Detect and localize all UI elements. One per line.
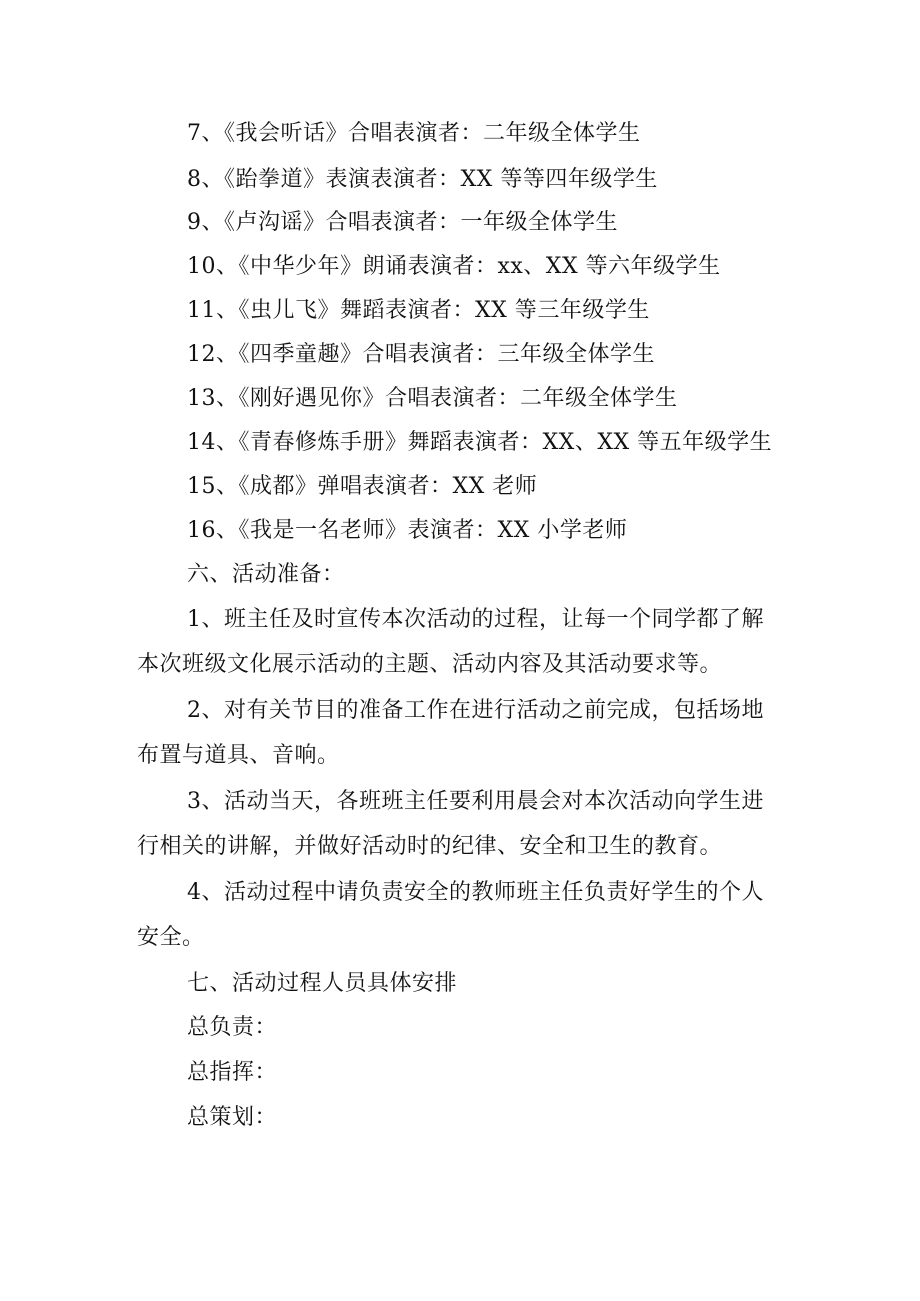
prep-item-4-line-2: 安全。 xyxy=(137,925,205,950)
program-item-8: 8、《跆拳道》表演表演者：XX 等等四年级学生 xyxy=(187,167,658,192)
prep-item-1-line-2: 本次班级文化展示活动的主题、活动内容及其活动要求等。 xyxy=(137,652,723,677)
role-general-director: 总指挥： xyxy=(187,1060,278,1085)
program-item-16: 16、《我是一名老师》表演者：XX 小学老师 xyxy=(187,518,628,543)
prep-item-4-line-1: 4、活动过程中请负责安全的教师班主任负责好学生的个人 xyxy=(187,880,764,905)
prep-item-3-line-1: 3、活动当天，各班班主任要利用晨会对本次活动向学生进 xyxy=(187,789,764,814)
role-general-manager: 总负责： xyxy=(187,1015,278,1040)
program-item-14: 14、《青春修炼手册》舞蹈表演者：XX、XX 等五年级学生 xyxy=(187,430,773,455)
prep-item-3-line-2: 行相关的讲解，并做好活动时的纪律、安全和卫生的教育。 xyxy=(137,834,723,859)
prep-item-2-line-1: 2、对有关节目的准备工作在进行活动之前完成，包括场地 xyxy=(187,698,764,723)
section-seven-heading: 七、活动过程人员具体安排 xyxy=(187,971,458,996)
role-general-planner: 总策划： xyxy=(187,1105,278,1130)
program-item-13: 13、《刚好遇见你》合唱表演者：二年级全体学生 xyxy=(187,386,678,411)
program-item-7: 7、《我会听话》合唱表演者：二年级全体学生 xyxy=(187,121,641,146)
program-item-9: 9、《卢沟谣》合唱表演者：一年级全体学生 xyxy=(187,210,618,235)
program-item-15: 15、《成都》弹唱表演者：XX 老师 xyxy=(187,474,538,499)
program-item-12: 12、《四季童趣》合唱表演者：三年级全体学生 xyxy=(187,342,655,367)
program-item-10: 10、《中华少年》朗诵表演者：xx、XX 等六年级学生 xyxy=(187,254,721,279)
section-six-heading: 六、活动准备： xyxy=(187,562,345,587)
program-item-11: 11、《虫儿飞》舞蹈表演者：XX 等三年级学生 xyxy=(187,298,650,323)
prep-item-2-line-2: 布置与道具、音响。 xyxy=(137,743,340,768)
prep-item-1-line-1: 1、班主任及时宣传本次活动的过程，让每一个同学都了解 xyxy=(187,607,764,632)
